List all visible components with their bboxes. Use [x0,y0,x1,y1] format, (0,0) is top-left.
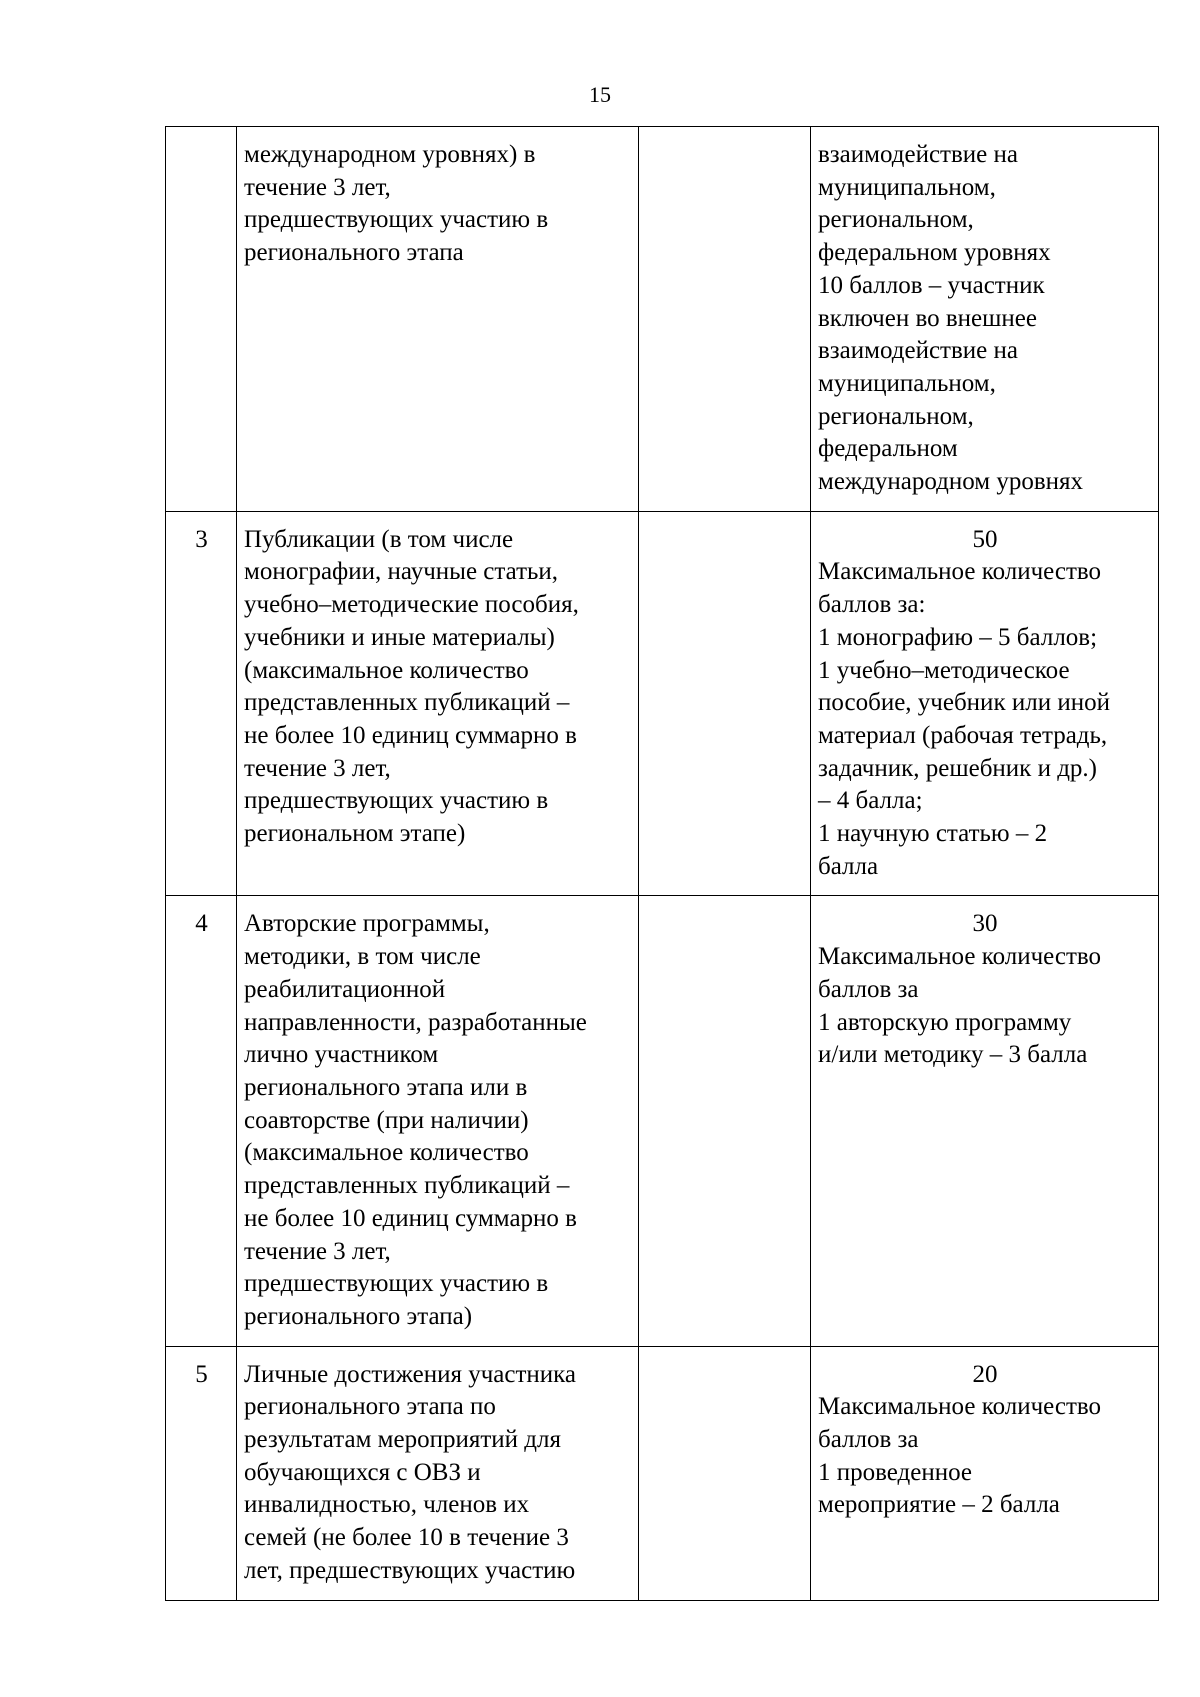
score-description: Максимальное количество баллов за 1 авторскую программу и/или методику – 3 балла [818,943,1102,1069]
score-description: Максимальное количество баллов за: 1 монографию – 5 баллов; 1 учебно–методическое пособие, учебник или иной материал (рабочая тетрадь, задачник, решебник и др.) – 4 балла; 1 научную статью – 2 балла [818,558,1110,880]
criteria-table [165,126,1159,1601]
table-row [166,511,1159,896]
table-row [166,896,1159,1346]
table-row [166,127,1159,512]
criterion-cell: Авторские программы, методики, в том числе реабилитационной направленности, разработанные лично участником регионального этапа или в соавторстве (при наличии) (максимальное количество представленных публикаций – не более 10 единиц суммарно в течение 3 лет, предшествующих участию в регионального этапа) [237,896,639,1346]
row-number-cell: 5 [166,1346,237,1600]
score-description: Максимальное количество баллов за 1 проведенное мероприятие – 2 балла [818,1393,1102,1519]
max-score: 20 [972,1360,998,1388]
empty-cell [639,1346,811,1600]
row-number-cell [166,127,237,512]
score-description: взаимодействие на муниципальном, региональном, федеральном уровнях 10 баллов – участник включен во внешнее взаимодействие на муниципальном, региональном, федеральном международном уровнях [818,141,1084,496]
score-cell [811,1346,1159,1600]
criterion-cell: Публикации (в том числе монографии, научные статьи, учебно–методические пособия, учебники и иные материалы) (максимальное количество представленных публикаций – не более 10 единиц суммарно в течение 3 лет, предшествующих участию в региональном этапе) [237,511,639,896]
table-row [166,1346,1159,1600]
empty-cell [639,896,811,1346]
criterion-cell: Личные достижения участника регионального этапа по результатам мероприятий для обучающихся с ОВЗ и инвалидностью, членов их семей (не более 10 в течение 3 лет, предшествующих участию [237,1346,639,1600]
max-score: 30 [972,910,998,938]
score-cell [811,127,1159,512]
empty-cell [639,511,811,896]
criterion-cell: международном уровнях) в течение 3 лет, предшествующих участию в регионального этапа [237,127,639,512]
score-cell [811,511,1159,896]
empty-cell [639,127,811,512]
page-number: 15 [589,82,611,107]
row-number-cell: 4 [166,896,237,1346]
score-cell [811,896,1159,1346]
max-score: 50 [972,525,998,553]
row-number-cell: 3 [166,511,237,896]
